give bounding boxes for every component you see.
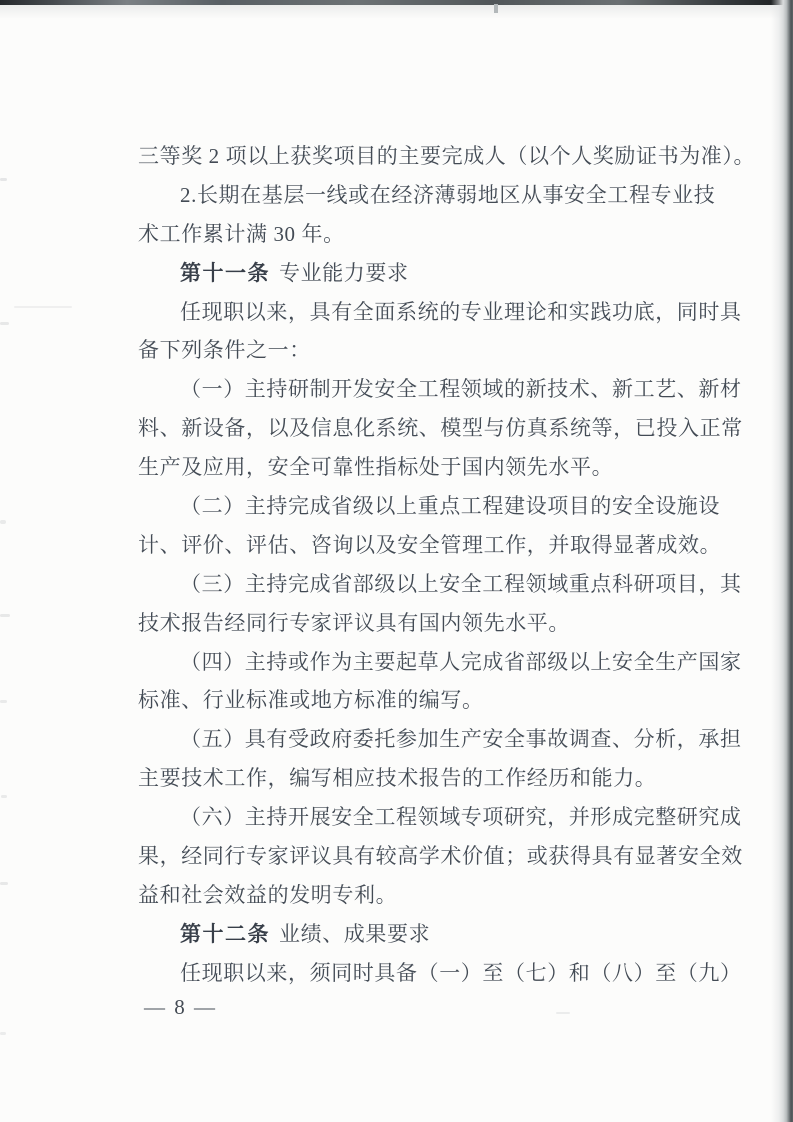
article-heading-number: 第十二条 (180, 921, 270, 946)
text-segment: 技术报告经同行专家评议具有国内领先水平。 (138, 610, 570, 635)
text-line (138, 487, 758, 526)
text-segment: 果，经同行专家评议具有较高学术价值；或获得具有显著安全效 (138, 844, 743, 869)
scan-smudge (0, 1032, 6, 1035)
text-segment: 备下列条件之一： (138, 338, 311, 363)
page-number: — 8 — (144, 995, 217, 1019)
text-segment: 料、新设备，以及信息化系统、模型与仿真系统等，已投入正常 (138, 416, 743, 441)
scan-smudge (0, 178, 7, 181)
text-line (138, 876, 758, 915)
text-line (138, 448, 758, 487)
text-segment: 任现职以来，须同时具备（一）至（七）和（八）至（九） (180, 960, 742, 985)
text-segment: （六）主持开展安全工程领域专项研究，并形成完整研究成 (180, 805, 742, 830)
text-segment: 专业能力要求 (279, 260, 409, 285)
text-segment: 三等奖 2 项以上获奖项目的主要完成人（以个人奖励证书为准）。 (138, 144, 756, 168)
text-line (138, 370, 758, 409)
text-segment: 业绩、成果要求 (279, 921, 431, 946)
scan-smudge (14, 306, 72, 308)
text-segment: 任现职以来，具有全面系统的专业理论和实践功底，同时具 (180, 299, 742, 324)
text-line (138, 409, 758, 448)
text-line (138, 604, 758, 643)
document-text (138, 137, 758, 993)
scan-smudge (0, 882, 8, 885)
text-line (138, 176, 758, 215)
scan-smudge (0, 322, 9, 325)
scan-right-edge-shadow (771, 0, 793, 1122)
text-segment: 标准、行业标准或地方标准的编写。 (138, 688, 484, 713)
text-line (138, 720, 758, 759)
text-line (138, 565, 758, 604)
text-line (138, 681, 758, 720)
scan-smudge (0, 614, 10, 617)
scan-smudge (0, 700, 7, 703)
scan-artifact-notch (494, 4, 498, 13)
article-heading-number: 第十一条 (180, 260, 270, 285)
text-line (138, 254, 758, 293)
text-segment: 计、评价、评估、咨询以及安全管理工作，并取得显著成效。 (138, 532, 722, 557)
text-line (138, 759, 758, 798)
text-line (138, 331, 758, 370)
text-segment: （二）主持完成省级以上重点工程建设项目的安全设施设 (180, 494, 720, 519)
text-segment: （五）具有受政府委托参加生产安全事故调查、分析，承担 (180, 727, 742, 752)
text-segment: 生产及应用，安全可靠性指标处于国内领先水平。 (138, 455, 614, 480)
text-segment: 术工作累计满 30 年。 (138, 221, 345, 246)
text-line (138, 837, 758, 876)
text-line (138, 215, 758, 254)
text-segment: （一）主持研制开发安全工程领域的新技术、新工艺、新材 (180, 377, 742, 402)
scan-smudge (556, 1012, 570, 1014)
text-line (138, 293, 758, 332)
text-line (138, 526, 758, 565)
text-line (138, 798, 758, 837)
scan-top-edge-shadow (0, 5, 793, 19)
text-segment: （三）主持完成省部级以上安全工程领域重点科研项目，其 (180, 571, 742, 596)
text-line (138, 954, 758, 993)
text-segment: 主要技术工作，编写相应技术报告的工作经历和能力。 (138, 766, 657, 791)
text-line (138, 137, 758, 176)
text-line (138, 915, 758, 954)
scan-smudge (0, 520, 6, 524)
scan-smudge (1, 795, 7, 798)
text-segment: 2.长期在基层一线或在经济薄弱地区从事安全工程专业技 (180, 182, 716, 207)
text-line (138, 643, 758, 682)
text-segment: （四）主持或作为主要起草人完成省部级以上安全生产国家 (180, 649, 742, 674)
text-segment: 益和社会效益的发明专利。 (138, 882, 398, 907)
